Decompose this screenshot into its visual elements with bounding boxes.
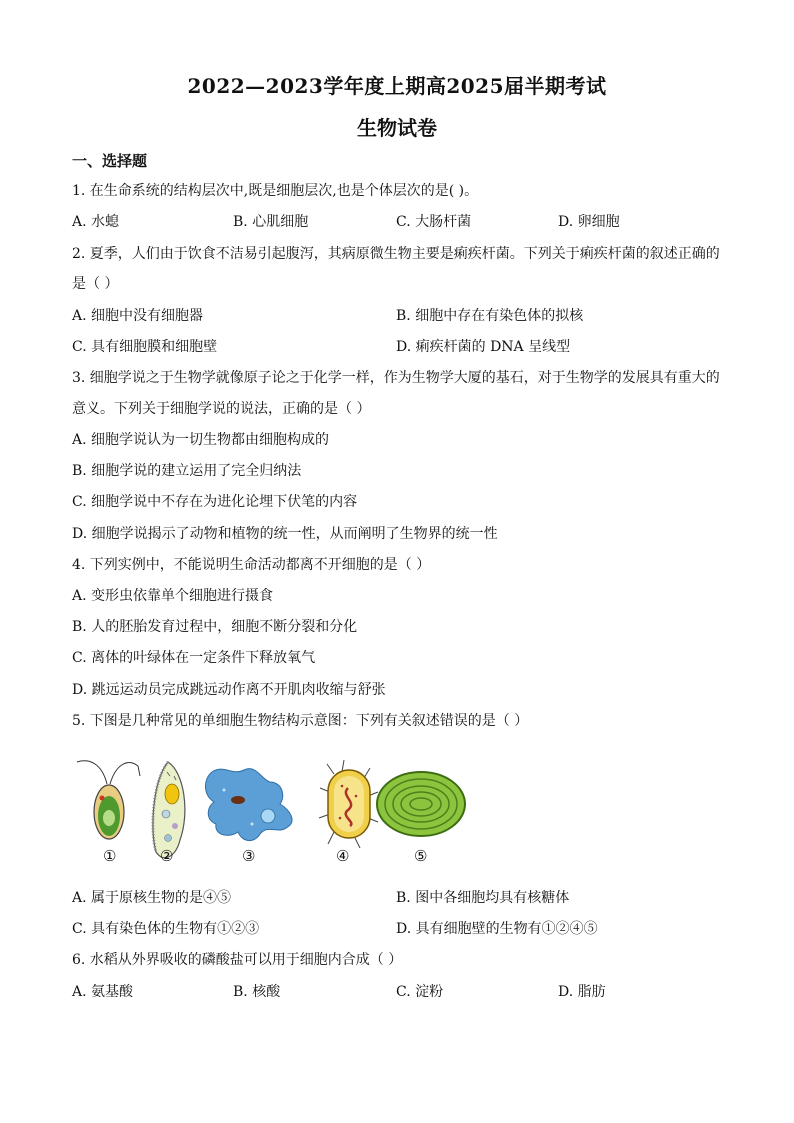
q4-stem: 4. 下列实例中，不能说明生命活动都离不开细胞的是（ ）	[72, 557, 431, 573]
q4-option-b: B. 人的胚胎发育过程中，细胞不断分裂和分化	[72, 619, 358, 635]
q6-stem: 6. 水稻从外界吸收的磷酸盐可以用于细胞内合成（ ）	[72, 952, 403, 968]
paramecium-illustration	[153, 762, 185, 858]
q5-option-b: B. 图中各细胞均具有核糖体	[396, 890, 570, 906]
q3-option-a: A. 细胞学说认为一切生物都由细胞构成的	[72, 432, 330, 448]
chlamydomonas-illustration	[77, 761, 140, 839]
q1-option-d: D. 卵细胞	[558, 214, 620, 230]
exam-title: 2022—2023学年度上期高2025届半期考试	[187, 74, 607, 98]
amoeba-illustration	[206, 769, 293, 841]
q1-option-c: C. 大肠杆菌	[396, 214, 472, 230]
q4-option-c: C. 离体的叶绿体在一定条件下释放氧气	[72, 650, 316, 666]
figure-label-5: ⑤	[414, 847, 428, 865]
q3-stem-line2: 意义。下列关于细胞学说的说法，正确的是（ ）	[72, 401, 371, 417]
blue-green-alga-illustration	[377, 772, 465, 836]
q6-option-d: D. 脂肪	[558, 984, 606, 1000]
q3-option-c: C. 细胞学说中不存在为进化论埋下伏笔的内容	[72, 494, 358, 510]
q2-option-c: C. 具有细胞膜和细胞壁	[72, 339, 218, 355]
q5-option-a: A. 属于原核生物的是④⑤	[72, 890, 232, 906]
q6-option-a: A. 氨基酸	[72, 984, 134, 1000]
q5-option-c: C. 具有染色体的生物有①②③	[72, 921, 260, 937]
single-cell-organisms-figure	[72, 752, 472, 872]
q4-option-d: D. 跳远运动员完成跳远动作离不开肌肉收缩与舒张	[72, 682, 386, 698]
q3-option-d: D. 细胞学说揭示了动物和植物的统一性，从而阐明了生物界的统一性	[72, 526, 498, 542]
q5-stem: 5. 下图是几种常见的单细胞生物结构示意图：下列有关叙述错误的是（ ）	[72, 713, 529, 729]
q2-option-a: A. 细胞中没有细胞器	[72, 308, 204, 324]
q2-stem-line2: 是（ ）	[72, 276, 119, 292]
figure-label-1: ①	[103, 847, 117, 865]
q3-stem-line1: 3. 细胞学说之于生物学就像原子论之于化学一样，作为生物学大厦的基石，对于生物学的发展具有重大的	[72, 370, 720, 386]
figure-label-3: ③	[242, 847, 256, 865]
q1-stem: 1. 在生命系统的结构层次中,既是细胞层次,也是个体层次的是( )。	[72, 183, 479, 199]
q3-option-b: B. 细胞学说的建立运用了完全归纳法	[72, 463, 302, 479]
bacterium-illustration	[319, 760, 378, 848]
q6-option-c: C. 淀粉	[396, 984, 444, 1000]
q2-option-d: D. 痢疾杆菌的 DNA 呈线型	[396, 339, 571, 355]
q1-option-a: A. 水螅	[72, 214, 120, 230]
q4-option-a: A. 变形虫依靠单个细胞进行摄食	[72, 588, 274, 604]
exam-subtitle: 生物试卷	[357, 116, 437, 140]
q2-stem-line1: 2. 夏季，人们由于饮食不洁易引起腹泻，其病原微生物主要是痢疾杆菌。下列关于痢疾杆菌的叙述正确的	[72, 246, 720, 262]
figure-label-2: ②	[160, 847, 174, 865]
q1-option-b: B. 心肌细胞	[233, 214, 309, 230]
q5-option-d: D. 具有细胞壁的生物有①②④⑤	[396, 921, 598, 937]
q6-option-b: B. 核酸	[233, 984, 281, 1000]
section-heading: 一、选择题	[72, 152, 148, 170]
figure-label-4: ④	[336, 847, 350, 865]
q2-option-b: B. 细胞中存在有染色体的拟核	[396, 308, 584, 324]
